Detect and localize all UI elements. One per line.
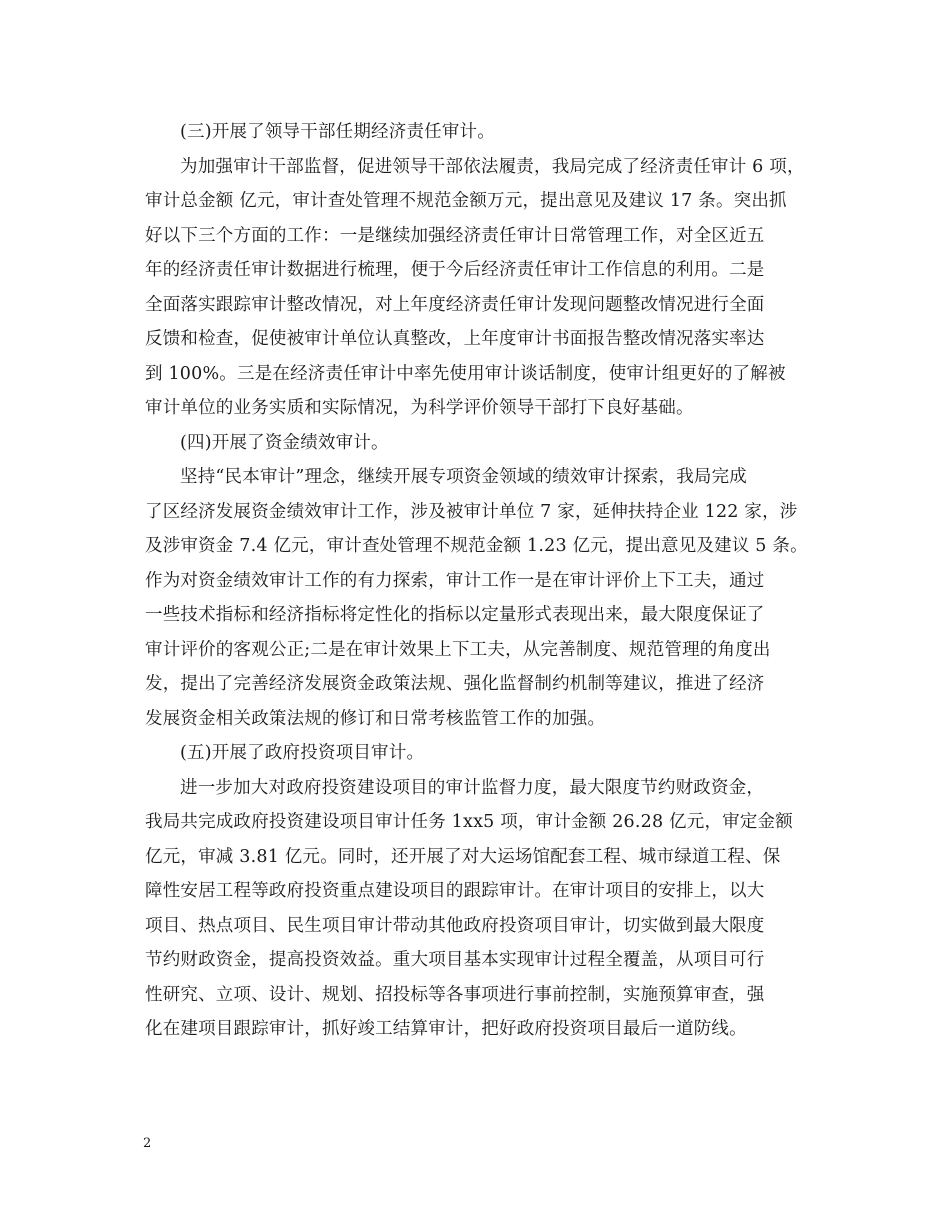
paragraph-line: 好以下三个方面的工作：一是继续加强经济责任审计日常管理工作，对全区近五 xyxy=(145,225,765,246)
paragraph-line: 反馈和检查，促使被审计单位认真整改，上年度审计书面报告整改情况落实率达 xyxy=(145,329,765,349)
document-body xyxy=(145,115,815,1047)
paragraph-line: 全面落实跟踪审计整改情况，对上年度经济责任审计发现问题整改情况进行全面 xyxy=(145,294,765,315)
paragraph-line: 及涉审资金 7.4 亿元，审计查处管理不规范金额 1.23 亿元，提出意见及建议 5 条。 xyxy=(145,536,808,556)
paragraph-line: 审计总金额 亿元，审计查处管理不规范金额万元，提出意见及建议 17 条。突出抓 xyxy=(145,191,787,211)
paragraph-line: 了区经济发展资金绩效审计工作，涉及被审计单位 7 家，延伸扶持企业 122 家，涉 xyxy=(145,501,798,522)
paragraph-line: 项目、热点项目、民生项目审计带动其他政府投资项目审计，切实做到最大限度 xyxy=(145,915,765,936)
section-heading-3: (三)开展了领导干部任期经济责任审计。 xyxy=(180,122,495,142)
paragraph-line: 一些技术指标和经济指标将定性化的指标以定量形式表现出来，最大限度保证了 xyxy=(145,605,765,625)
paragraph-line: 障性安居工程等政府投资重点建设项目的跟踪审计。在审计项目的安排上，以大 xyxy=(145,881,765,901)
paragraph-line: 进一步加大对政府投资建设项目的审计监督力度，最大限度节约财政资金， xyxy=(180,777,765,798)
paragraph-line: 到 100%。三是在经济责任审计中率先使用审计谈话制度，使审计组更好的了解被 xyxy=(145,363,786,384)
paragraph-line: 审计评价的客观公正;二是在审计效果上下工夫，从完善制度、规范管理的角度出 xyxy=(145,639,771,660)
page-number: 2 xyxy=(143,1136,152,1151)
section-heading-5: (五)开展了政府投资项目审计。 xyxy=(180,743,425,763)
paragraph-line: 化在建项目跟踪审计，抓好竣工结算审计，把好政府投资项目最后一道防线。 xyxy=(145,1019,747,1039)
paragraph-line: 发展资金相关政策法规的修订和日常考核监管工作的加强。 xyxy=(145,708,606,729)
paragraph-line: 节约财政资金，提高投资效益。重大项目基本实现审计过程全覆盖，从项目可行 xyxy=(145,950,765,970)
paragraph-line: 性研究、立项、设计、规划、招投标等各事项进行事前控制，实施预算审查，强 xyxy=(145,984,765,1005)
paragraph-line: 为加强审计干部监督，促进领导干部依法履责，我局完成了经济责任审计 6 项， xyxy=(180,156,805,177)
section-heading-4: (四)开展了资金绩效审计。 xyxy=(180,432,389,453)
paragraph-line: 作为对资金绩效审计工作的有力探索，审计工作一是在审计评价上下工夫，通过 xyxy=(145,570,765,591)
paragraph-line: 发，提出了完善经济发展资金政策法规、强化监督制约机制等建议，推进了经济 xyxy=(145,674,765,694)
paragraph-line: 审计单位的业务实质和实际情况，为科学评价领导干部打下良好基础。 xyxy=(145,398,694,418)
paragraph-line: 年的经济责任审计数据进行梳理，便于今后经济责任审计工作信息的利用。二是 xyxy=(145,260,765,280)
paragraph-line: 我局共完成政府投资建设项目审计任务 1xx5 项，审计金额 26.28 亿元，审定金额 xyxy=(145,812,793,832)
paragraph-line: 亿元，审减 3.81 亿元。同时，还开展了对大运场馆配套工程、城市绿道工程、保 xyxy=(145,846,781,867)
paragraph-line: 坚持“民本审计”理念，继续开展专项资金领域的绩效审计探索，我局完成 xyxy=(180,467,747,487)
